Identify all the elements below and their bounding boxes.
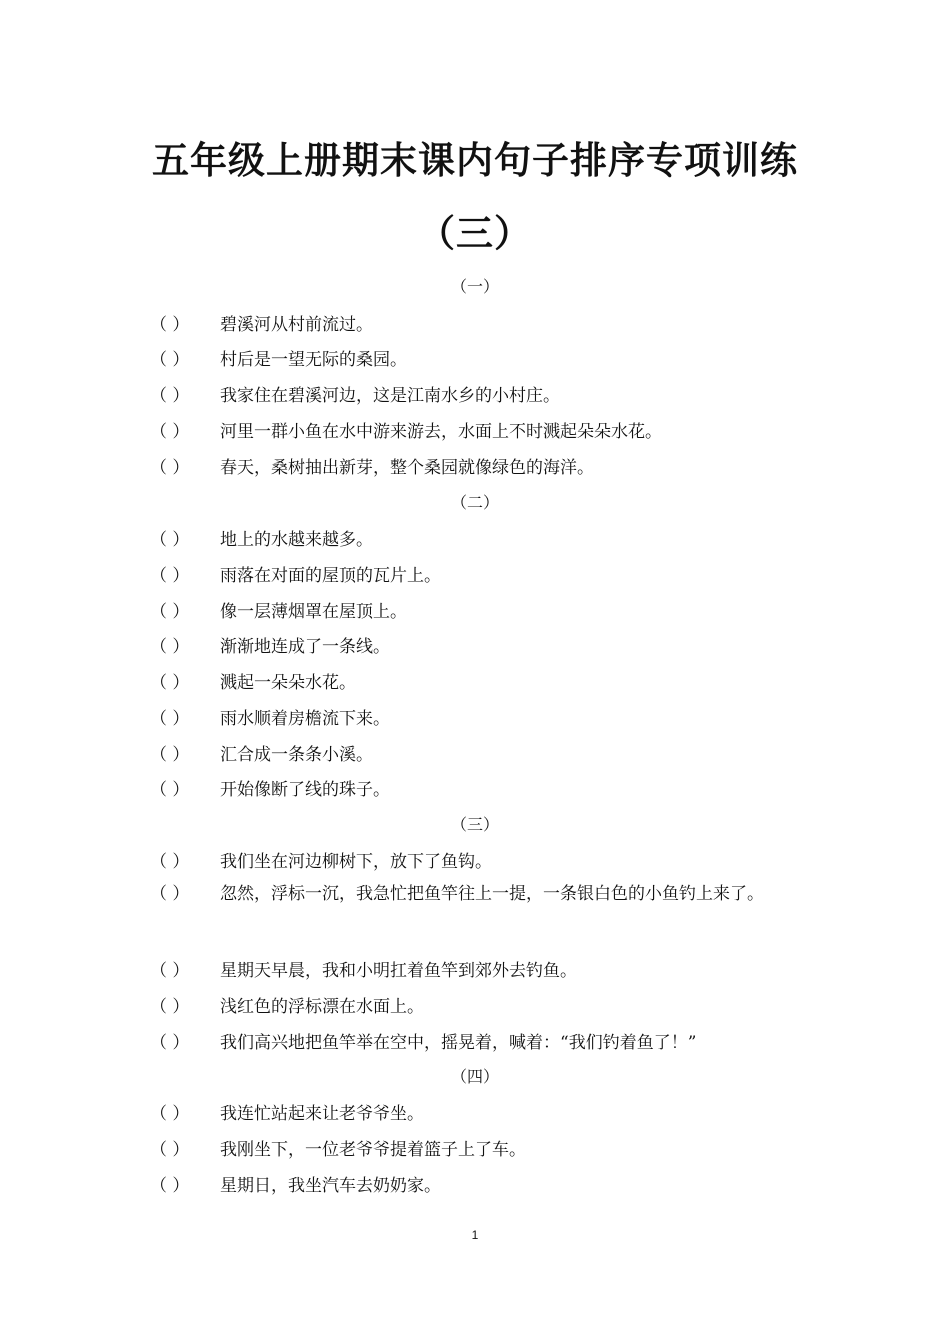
section-heading-1: （一） bbox=[450, 277, 499, 296]
list-item: （ ） 我们坐在河边柳树下，放下了鱼钩。 bbox=[150, 847, 820, 872]
answer-blank: （ ） bbox=[150, 709, 190, 729]
list-item: （ ） 我家住在碧溪河边，这是江南水乡的小村庄。 bbox=[150, 381, 820, 406]
list-item: （ ） 溅起一朵朵水花。 bbox=[150, 668, 820, 693]
answer-blank: （ ） bbox=[150, 1104, 190, 1124]
list-item: （ ） 我刚坐下，一位老爷爷提着篮子上了车。 bbox=[150, 1135, 820, 1160]
list-item: （ ） 星期日，我坐汽车去奶奶家。 bbox=[150, 1171, 820, 1196]
list-item: （ ） 星期天早晨，我和小明扛着鱼竿到郊外去钓鱼。 bbox=[150, 956, 820, 981]
answer-blank: （ ） bbox=[150, 637, 190, 657]
list-item: （ ） 春天，桑树抽出新芽，整个桑园就像绿色的海洋。 bbox=[150, 453, 820, 478]
list-item: （ ） 雨落在对面的屋顶的瓦片上。 bbox=[150, 561, 820, 586]
list-item: （ ） 忽然，浮标一沉，我急忙把鱼竿往上一提，一条银白色的小鱼钓上来了。 bbox=[143, 876, 815, 912]
list-item: （ ） 我们高兴地把鱼竿举在空中，摇晃着，喊着：“我们钓着鱼了！” bbox=[150, 1028, 820, 1053]
answer-blank: （ ） bbox=[150, 961, 190, 981]
list-item: （ ） 碧溪河从村前流过。 bbox=[150, 310, 820, 335]
answer-blank: （ ） bbox=[150, 1033, 190, 1053]
answer-blank: （ ） bbox=[150, 386, 190, 406]
answer-blank: （ ） bbox=[150, 997, 190, 1017]
answer-blank: （ ） bbox=[150, 745, 190, 765]
answer-blank: （ ） bbox=[150, 673, 190, 693]
answer-blank: （ ） bbox=[150, 1140, 190, 1160]
answer-blank: （ ） bbox=[150, 566, 190, 586]
answer-blank: （ ） bbox=[150, 530, 190, 550]
answer-blank: （ ） bbox=[150, 1176, 190, 1196]
answer-blank: （ ） bbox=[150, 422, 190, 442]
answer-blank: （ ） bbox=[150, 315, 190, 335]
answer-blank: （ ） bbox=[150, 852, 190, 872]
answer-blank: （ ） bbox=[150, 458, 190, 478]
answer-blank: （ ） bbox=[150, 780, 190, 800]
list-item: （ ） 地上的水越来越多。 bbox=[150, 525, 820, 550]
section-heading-4: （四） bbox=[450, 1067, 499, 1086]
list-item: （ ） 像一层薄烟罩在屋顶上。 bbox=[150, 597, 820, 622]
list-item: （ ） 浅红色的浮标漂在水面上。 bbox=[150, 992, 820, 1017]
list-item: （ ） 开始像断了线的珠子。 bbox=[150, 775, 820, 800]
list-item: （ ） 河里一群小鱼在水中游来游去，水面上不时溅起朵朵水花。 bbox=[150, 417, 820, 442]
list-item: （ ） 村后是一望无际的桑园。 bbox=[150, 345, 820, 370]
list-item: （ ） 雨水顺着房檐流下来。 bbox=[150, 704, 820, 729]
section-heading-2: （二） bbox=[450, 493, 499, 512]
page-title: 五年级上册期末课内句子排序专项训练 bbox=[152, 138, 798, 182]
page-number: 1 bbox=[471, 1228, 479, 1242]
list-item: （ ） 汇合成一条条小溪。 bbox=[150, 740, 820, 765]
page-title-subtitle: （三） bbox=[418, 211, 532, 255]
list-item: （ ） 我连忙站起来让老爷爷坐。 bbox=[150, 1099, 820, 1124]
list-item: （ ） 渐渐地连成了一条线。 bbox=[150, 632, 820, 657]
section-heading-3: （三） bbox=[450, 815, 499, 834]
answer-blank: （ ） bbox=[150, 602, 190, 622]
answer-blank: （ ） bbox=[150, 350, 190, 370]
answer-blank: （ ） bbox=[150, 884, 190, 904]
